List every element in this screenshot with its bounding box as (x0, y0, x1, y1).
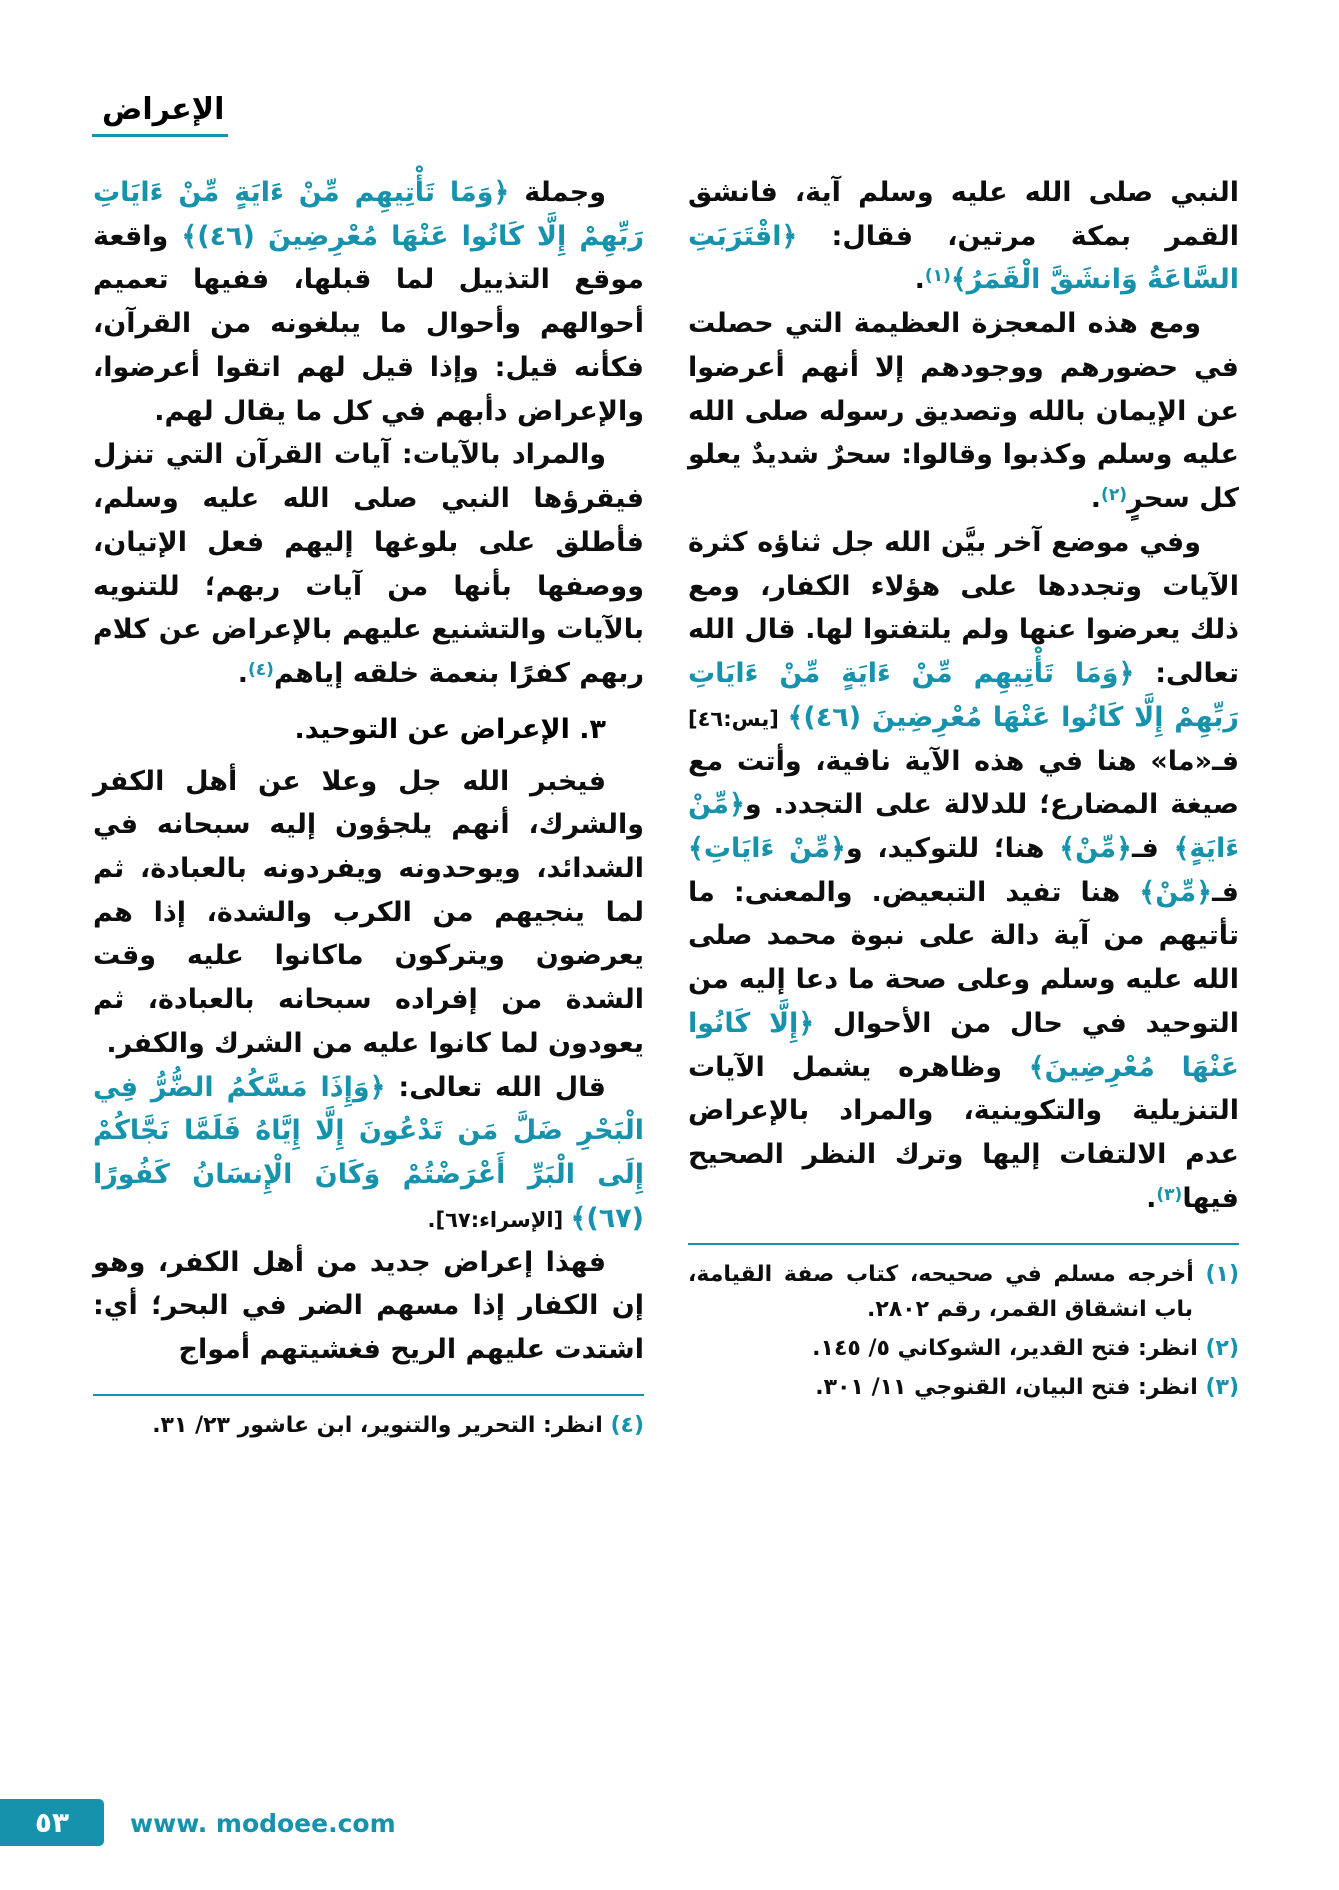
body-text: وفي موضع آخر بيَّن الله جل ثناؤه كثرة الآيات وتجددها على هؤلاء الكفار، ومع ذلك يعرضوا عنها ولم يلتفتوا لها. قال الله تعالى: (688, 526, 1239, 690)
page-title: الإعراض (92, 92, 228, 137)
body-text: قال الله تعالى: (385, 1071, 606, 1103)
body-text: . (914, 264, 925, 296)
quran-verse: ﴿وَمَا تَأْتِيهِم مِّنْ ءَايَةٍ مِّنْ ءَايَاتِ رَبِّهِمْ إِلَّا كَانُوا عَنْهَا مُعْرِضِينَ (٤٦)﴾ (93, 177, 644, 252)
footnote-marker: (٤) (247, 660, 274, 681)
body-text: . (1090, 483, 1102, 515)
quran-verse: ﴿وَإِذَا مَسَّكُمُ الضُّرُّ فِي الْبَحْرِ ضَلَّ مَن تَدْعُونَ إِلَّا إِيَّاهُ فَلَمَّا نَجَّاكُمْ إِلَى الْبَرِّ أَعْرَضْتُمْ وَكَانَ الْإِنسَانُ كَفُورًا (٦٧)﴾ (93, 1071, 644, 1234)
footnote-marker: (١) (924, 266, 951, 287)
body-text: . (237, 658, 248, 690)
paragraph (688, 171, 1239, 302)
column-right (688, 171, 1239, 1409)
body-text: فـ«ما» هنا في هذه الآية نافية، وأتت مع صيغة المضارع؛ للدلالة على التجدد. و (688, 745, 1239, 821)
body-text: واقعة موقع التذييل لما قبلها، ففيها تعميم أحوالهم وأحوال ما يبلغونه من القرآن، فكأنه قيل: وإذا قيل لهم اتقوا أعرضوا، والإعراض دأبهم في كل ما يقال لهم. (93, 220, 644, 427)
body-text: فـ (1131, 833, 1174, 865)
footnote-number: (٤) (610, 1412, 644, 1438)
quran-verse: ﴿مِّنْ﴾ (1139, 876, 1213, 908)
footnote-marker: (٢) (1101, 485, 1127, 506)
footnote-number: (١) (1205, 1261, 1240, 1287)
body-text: النبي صلى الله عليه وسلم آية، فانشق القمر بمكة مرتين، فقال: (688, 177, 1239, 252)
body-text: هنا؛ للتوكيد، و (845, 833, 1060, 865)
content-columns (92, 171, 1239, 1447)
footnote-number: (٣) (1205, 1375, 1239, 1401)
paragraph (93, 1241, 644, 1372)
body-text: . (1146, 1182, 1157, 1214)
quran-verse: ﴿اقْتَرَبَتِ السَّاعَةُ وَانشَقَّ الْقَمَرُ﴾ (688, 220, 1239, 296)
footnote-text: أخرجه مسلم في صحيحه، كتاب صفة القيامة، باب انشقاق القمر، رقم ٢٨٠٢. (688, 1261, 1194, 1322)
verse-reference: [يس:٤٦] (688, 706, 788, 731)
body-text: ومع هذه المعجزة العظيمة التي حصلت في حضورهم ووجودهم إلا أنهم أعرضوا عن الإيمان بالله وتصديق رسوله صلى الله عليه وسلم وكذبوا وقالوا: سحرٌ شديدٌ يعلو كل سحرٍ (688, 308, 1239, 515)
website-url: www. modoee.com (130, 1809, 396, 1838)
footnote-text: انظر: فتح البيان، القنوجي ١١/ ٣٠١. (815, 1375, 1198, 1401)
section-heading: ٣. الإعراض عن التوحيد. (294, 713, 606, 745)
footnote-marker: (٣) (1156, 1184, 1183, 1205)
body-text: هنا تفيد التبعيض. والمعنى: ما تأتيهم من آية دالة على نبوة محمد صلى الله عليه وسلم وعلى صحة ما دعا إليه من التوحيد في حال من الأحوال (688, 876, 1239, 1039)
paragraph (93, 171, 644, 433)
paragraph (93, 760, 644, 1066)
body-text: فهذا إعراض جديد من أهل الكفر، وهو إن الكفار إذا مسهم الضر في البحر؛ أي: اشتدت عليهم الريح فغشيتهم أمواج (93, 1246, 644, 1366)
paragraph (688, 302, 1239, 521)
footnote-item (688, 1257, 1239, 1327)
page-number: ٥٣ (34, 1806, 70, 1839)
page-header (92, 92, 1239, 137)
footnote-item (688, 1331, 1239, 1366)
paragraph (93, 1066, 644, 1241)
quran-verse: ﴿مِّنْ﴾ (1059, 833, 1132, 865)
footnote-number: (٢) (1205, 1336, 1239, 1361)
footnotes-separator (688, 1243, 1239, 1245)
footnote-text: انظر: التحرير والتنوير، ابن عاشور ٢٣/ ٣١. (152, 1412, 603, 1438)
quran-verse: ﴿مِّنْ ءَايَاتِ﴾ (688, 833, 846, 865)
quran-verse: ﴿مِّنْ ءَايَةٍ﴾ (688, 789, 1239, 865)
body-text: والمراد بالآيات: آيات القرآن التي تنزل فيقرؤها النبي صلى الله عليه وسلم، فأطلق على بلوغها إليهم فعل الإتيان، ووصفها بأنها من آيات ربهم؛ للتنويه بالآيات والتشنيع عليهم بالإعراض عن كلام ربهم كفرًا بنعمة خلقه إياهم (93, 439, 644, 690)
footnotes-separator (93, 1394, 644, 1396)
column-left (93, 171, 644, 1447)
body-text: وجملة (509, 177, 606, 208)
paragraph (93, 433, 644, 695)
verse-reference: [الإسراء:٦٧]. (427, 1207, 571, 1232)
footnote-item (93, 1408, 644, 1443)
paragraph (688, 521, 1239, 1221)
body-text: فيخبر الله جل وعلا عن أهل الكفر والشرك، أنهم يلجؤون إليه سبحانه في الشدائد، ويوحدونه ويفردونه بالعبادة، ثم لما ينجيهم من الكرب والشدة، إذا هم يعرضون ويتركون ماكانوا عليه وقت الشدة من إفراده سبحانه بالعبادة، ثم يعودون لما كانوا عليه من الشرك والكفر. (93, 765, 644, 1059)
quran-verse: ﴿وَمَا تَأْتِيهِم مِّنْ ءَايَةٍ مِّنْ ءَايَاتِ رَبِّهِمْ إِلَّا كَانُوا عَنْهَا مُعْرِضِينَ (٤٦)﴾ (688, 658, 1239, 733)
footnote-item (688, 1370, 1239, 1405)
body-text: وظاهره يشمل الآيات التنزيلية والتكوينية، والمراد بالإعراض عدم الالتفات إليها وترك النظر الصحيح فيها (688, 1051, 1239, 1214)
body-text: فـ (1212, 876, 1239, 908)
page-number-badge (0, 1799, 104, 1846)
quran-verse: ﴿إِلَّا كَانُوا عَنْهَا مُعْرِضِينَ﴾ (688, 1007, 1240, 1083)
footnote-text: انظر: فتح القدير، الشوكاني ٥/ ١٤٥. (812, 1336, 1198, 1361)
